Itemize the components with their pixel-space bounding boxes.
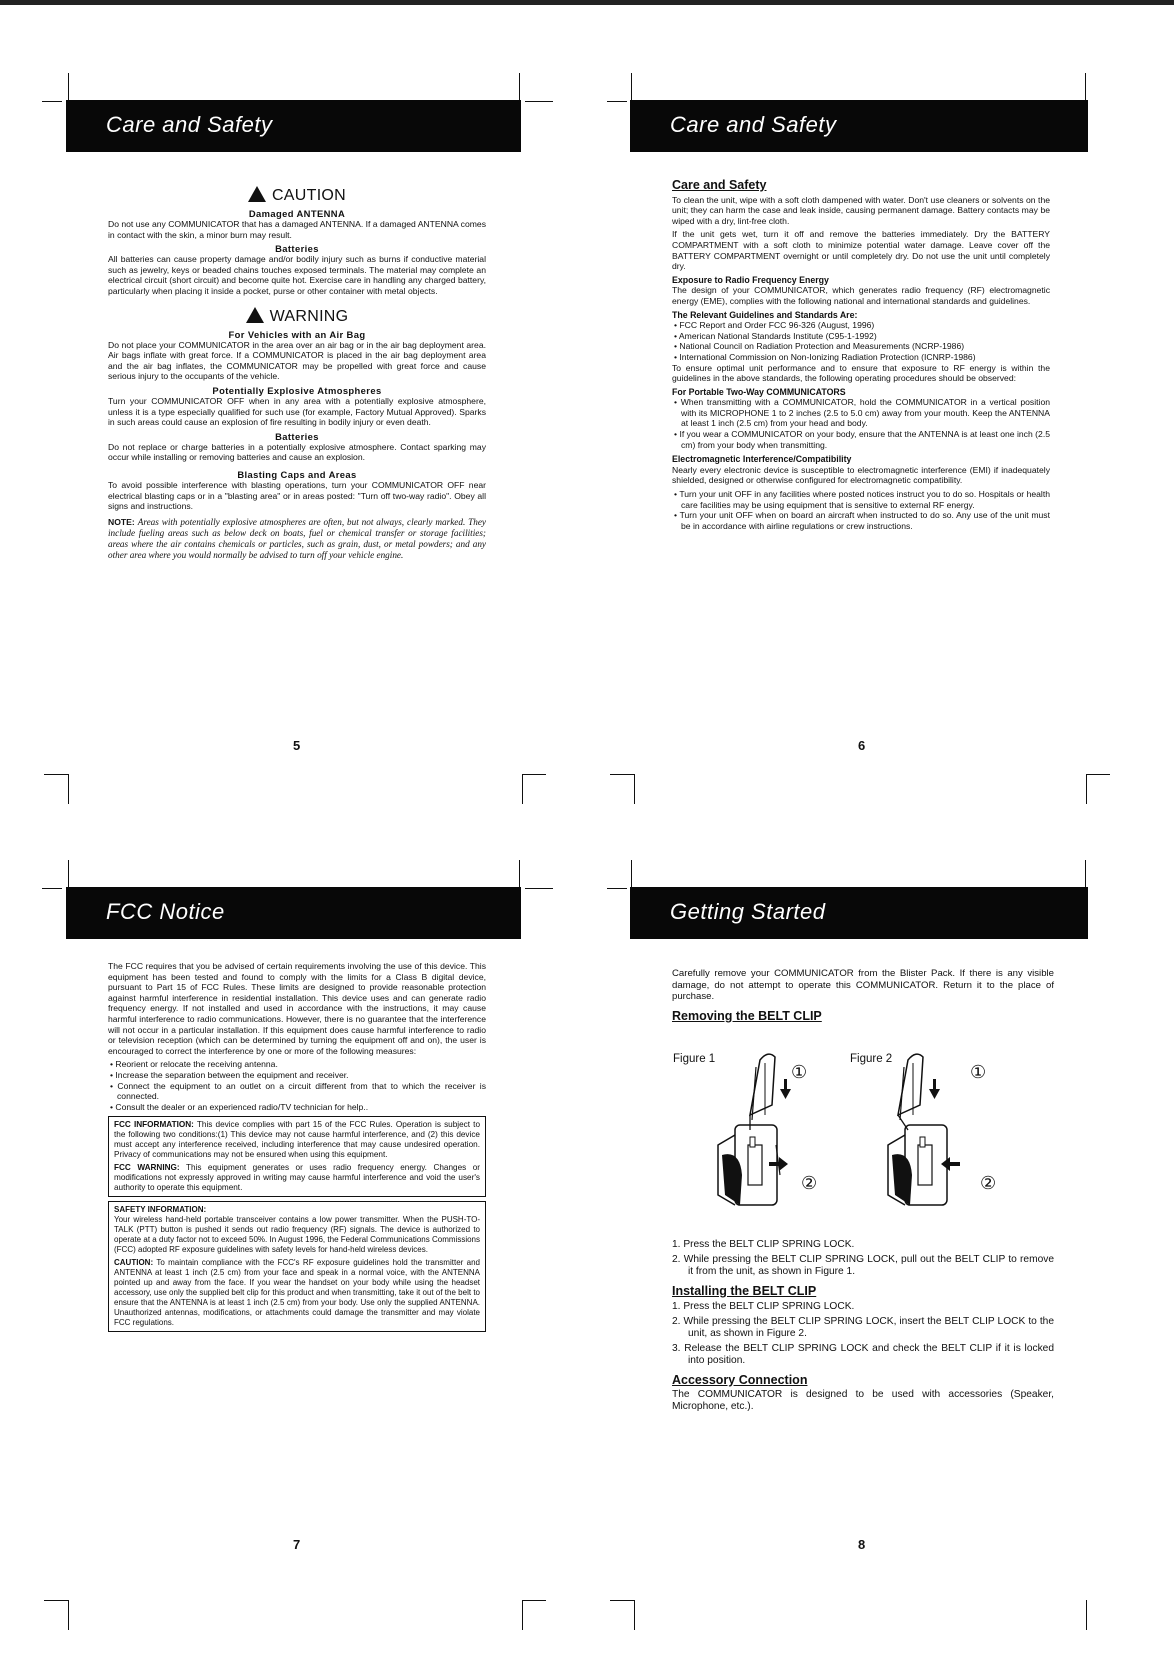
portable-list: [672, 397, 1050, 450]
warning-triangle-icon: [246, 307, 264, 323]
list-item: • Consult the dealer or an experienced radio/TV technician for help..: [110, 1101, 369, 1112]
page-7-header: [66, 887, 521, 939]
list-item: • Increase the separation between the equipment and receiver.: [110, 1069, 349, 1080]
section-heading: Removing the BELT CLIP: [672, 1008, 822, 1023]
paragraph: Do not replace or charge batteries in a potentially explosive atmosphere. Contact sparking may occur while installing or removing batteries and cause an explosion.: [108, 441, 486, 463]
page-6-header: [630, 100, 1088, 152]
fcc-info-box: [108, 1116, 486, 1197]
callout-2: ②: [801, 1173, 818, 1193]
crop-mark: [522, 774, 546, 775]
measures-list: [108, 1059, 486, 1112]
crop-mark: [634, 1600, 635, 1630]
list-item: • FCC Report and Order FCC 96-326 (August, 1996): [674, 320, 875, 331]
figure-2-label: Figure 2: [850, 1053, 893, 1065]
section-title: Potentially Explosive Atmospheres: [212, 384, 382, 396]
page-title: Care and Safety: [106, 112, 273, 137]
callout-1: ①: [791, 1062, 808, 1082]
crop-mark: [68, 860, 69, 888]
section-title: The Relevant Guidelines and Standards Are:: [672, 309, 858, 320]
arrow-down-icon: [784, 1079, 787, 1089]
callout-2: ②: [980, 1173, 997, 1193]
paragraph: Turn your COMMUNICATOR OFF when in any area with a potentially explosive atmosphere, unless it is a type especially qualified for such use (for example, Factory Mutual Approved). Sparks in such areas could cause an explosion of fire resulting in bodily injury or even death.: [108, 395, 486, 428]
page-number: 5: [293, 738, 301, 753]
installing-step: 2. While pressing the BELT CLIP SPRING LOCK, insert the BELT CLIP LOCK to the unit, as shown in Figure 2.: [672, 1315, 1054, 1339]
crop-mark: [519, 860, 520, 888]
paragraph: All batteries can cause property damage and/or bodily injury such as burns if conductive material such as jewelry, keys or beaded chains touches exposed terminals. The material may complete an electrical circuit (short circuit) and become quite hot. Exercise care in handling any charged battery, particularly when placing it inside a pocket, purse or other container with metal objects.: [108, 254, 486, 296]
crop-mark: [1086, 774, 1110, 775]
list-item: • National Council on Radiation Protection and Measurements (NCRP-1986): [674, 341, 965, 352]
crop-mark: [68, 1600, 69, 1630]
page-7-content: [108, 961, 486, 1334]
crop-mark: [631, 73, 632, 101]
section-title: Blasting Caps and Areas: [237, 468, 357, 480]
paragraph: To clean the unit, wipe with a soft cloth dampened with water. Don't use cleaners or solvents on the unit; they can harm the case and leak inside, causing permanent damage. Battery contacts may be wiped with a dry, lint-free cloth.: [672, 194, 1050, 226]
crop-mark: [42, 101, 62, 102]
list-item: • When transmitting with a COMMUNICATOR, hold the COMMUNICATOR in a vertical position with its MICROPHONE 1 to 2 inches (2.5 to 5.0 cm) away from your mouth. Keep the ANTENNA at least 1 inch (2.5 cm) from your head and body.: [674, 397, 1050, 429]
list-item: • American National Standards Institute (C95-1-1992): [674, 330, 877, 341]
section-title: Exposure to Radio Frequency Energy: [672, 274, 829, 285]
crop-mark: [68, 774, 69, 804]
list-item: • Connect the equipment to an outlet on a circuit different from that to which the receiver is connected.: [110, 1080, 486, 1102]
page-title: FCC Notice: [106, 899, 225, 924]
crop-mark: [607, 888, 627, 889]
fcc-warning: [114, 1163, 480, 1193]
note: [108, 517, 486, 561]
crop-mark: [522, 774, 523, 804]
paragraph: To avoid possible interference with blasting operations, turn your COMMUNICATOR OFF near electrical blasting caps or in a "blasting area" or in areas posted: "Turn off two-way radio". Obey all signs and instructions.: [108, 479, 486, 512]
caution-label: CAUTION:: [114, 1258, 154, 1268]
crop-mark: [68, 73, 69, 101]
arrow-down-icon: [933, 1079, 936, 1089]
page-6-content: [672, 178, 1050, 531]
figure-1-belt-clip-removal: [710, 1045, 845, 1220]
safety-info-box: [108, 1201, 486, 1332]
crop-mark: [610, 774, 634, 775]
page-number: 7: [293, 1537, 301, 1552]
paragraph: Do not use any COMMUNICATOR that has a damaged ANTENNA. If a damaged ANTENNA comes in contact with the skin, a minor burn may result.: [108, 219, 486, 240]
list-item: • Turn your unit OFF when on board an aircraft when instructed to do so. Any use of the unit must be in accordance with airline regulations or crew instructions.: [674, 510, 1050, 531]
page-8-content: [672, 968, 1054, 1025]
list-item: • Reorient or relocate the receiving antenna.: [110, 1059, 278, 1070]
page-8-header: [630, 887, 1088, 939]
warning-triangle-icon: [248, 186, 266, 202]
paragraph: If the unit gets wet, turn it off and remove the batteries immediately. Dry the BATTERY COMPARTMENT with a soft cloth to minimize potential water damage. Leave cover off the BATTERY COMPARTMENT overnight or until completely dry. Do not use the unit until completely dry.: [672, 229, 1050, 272]
page-8-steps: [672, 1239, 1054, 1416]
section-heading: Care and Safety: [672, 178, 767, 192]
fcc-info-label: FCC INFORMATION:: [114, 1120, 194, 1130]
caution-label: CAUTION: [271, 187, 347, 204]
section-title: Batteries: [275, 243, 319, 255]
crop-mark: [44, 774, 68, 775]
safety-caution: [114, 1258, 480, 1328]
section-title: Damaged ANTENNA: [248, 208, 346, 219]
fcc-information: [114, 1120, 480, 1160]
section-title: Batteries: [275, 430, 319, 442]
removing-step: 1. Press the BELT CLIP SPRING LOCK.: [672, 1239, 855, 1250]
paragraph: Nearly every electronic device is susceptible to electromagnetic interference (EMI) if inadequately shielded, designed or otherwise configured for electromagnetic compatibility.: [672, 464, 1050, 486]
list-item: • International Commission on Non-Ionizing Radiation Protection (ICNRP-1986): [674, 351, 976, 362]
top-border: [0, 0, 1174, 5]
safety-heading: [114, 1205, 480, 1215]
section-title: For Vehicles with an Air Bag: [228, 328, 366, 340]
paragraph: The COMMUNICATOR is designed to be used with accessories (Speaker, Microphone, etc.).: [672, 1389, 1054, 1413]
crop-mark: [634, 774, 635, 804]
page-5-content: [108, 178, 486, 564]
page-title: Care and Safety: [670, 112, 837, 137]
crop-mark: [631, 860, 632, 888]
crop-mark: [1085, 860, 1086, 888]
emi-list: [672, 489, 1050, 531]
guidelines-list: [672, 320, 1050, 362]
caution-heading: [108, 184, 486, 206]
crop-mark: [522, 1600, 523, 1630]
crop-mark: [1086, 774, 1087, 804]
fcc-warning-label: FCC WARNING:: [114, 1163, 180, 1173]
crop-mark: [44, 1600, 68, 1601]
paragraph: The FCC requires that you be advised of certain requirements involving the use of this device. This equipment has been tested and found to comply with the limits for a Class B digital device, pursuant to Part 15 of FCC Rules. These limits are designed to provide reasonable protection against harmful interference in residential installation. This device uses and can generate radio frequency energy. If not installed and used in accordance with the instructions, it may cause harmful interference to radio communications. However, there is no guarantee that the interference will not occur in a particular installation. If this equipment does cause harmful interference to radio or television reception (which can be determined by turning the equipment off and on), the user is encouraged to correct the interference by one or more of the following measures:: [108, 961, 486, 1056]
warning-heading: [108, 305, 486, 327]
crop-mark: [1085, 73, 1086, 101]
crop-mark: [1086, 1600, 1087, 1630]
figure-1-label: Figure 1: [673, 1053, 716, 1065]
crop-mark: [42, 888, 62, 889]
paragraph: Do not place your COMMUNICATOR in the area over an air bag or in the air bag deployment area. Air bags inflate with great force. If a COMMUNICATOR is placed in the air bag deployment area and the air bag inflates, the COMMUNICATOR may be propelled with great force and cause serious injury to the occupants of the vehicle.: [108, 339, 486, 382]
warning-label: WARNING: [269, 307, 349, 325]
section-title: Electromagnetic Interference/Compatibility: [672, 454, 852, 465]
safety-label: SAFETY INFORMATION:: [114, 1205, 207, 1215]
list-item: • Turn your unit OFF in any facilities where posted notices instruct you to do so. Hospitals or health care facilities may be using equipment that is sensitive to external RF energy.: [674, 489, 1051, 510]
page-5-header: [66, 100, 521, 152]
note-label: NOTE:: [108, 516, 135, 527]
installing-step: 3. Release the BELT CLIP SPRING LOCK and check the BELT CLIP if it is locked into position.: [672, 1342, 1054, 1366]
crop-mark: [525, 888, 553, 889]
crop-mark: [522, 1600, 546, 1601]
installing-step: 1. Press the BELT CLIP SPRING LOCK.: [672, 1300, 855, 1312]
section-heading: Accessory Connection: [672, 1372, 808, 1387]
paragraph: Carefully remove your COMMUNICATOR from the Blister Pack. If there is any visible damage, do not attempt to operate this COMMUNICATOR. Return it to the place of purchase.: [672, 968, 1054, 1003]
section-heading: Installing the BELT CLIP: [672, 1284, 817, 1298]
arrow-right-icon: [769, 1162, 779, 1166]
safety-text: Your wireless hand-held portable transceiver contains a low power transmitter. When the PUSH-TO-TALK (PTT) button is pushed it sends out radio frequency (RF) signals. The device is authorized to operate at a duty factor not to exceed 50%. In August 1996, the Federal Communications Commissions (FCC) adopted RF exposure guidelines with safety levels for hand-held wireless devices.: [114, 1215, 480, 1255]
crop-mark: [610, 1600, 634, 1601]
page-title: Getting Started: [670, 899, 826, 924]
page-number: 8: [858, 1537, 866, 1552]
paragraph: To ensure optimal unit performance and to ensure that exposure to RF energy is within the guidelines in the above standards, the following operating procedures should be observed:: [672, 362, 1050, 384]
paragraph: The design of your COMMUNICATOR, which generates radio frequency (RF) electromagnetic energy (EME), complies with the following national and international standards and guidelines.: [672, 285, 1050, 306]
crop-mark: [519, 73, 520, 101]
section-title: For Portable Two-Way COMMUNICATORS: [672, 386, 846, 397]
arrow-left-icon: [950, 1162, 960, 1166]
fcc-warning-text: This equipment generates or uses radio frequency energy. Changes or modifications not expressly approved in writing may cause harmful interference and void the user's authority to operate this equipment.: [114, 1163, 480, 1193]
fcc-info-text: This device complies with part 15 of the FCC Rules. Operation is subject to the following two conditions:(1) This device may not cause harmful interference, and (2) this device must accept any interference received, including interference that may cause undesired operation. Privacy of communications may not be ensured when using this equipment.: [114, 1120, 481, 1160]
note-text: Areas with potentially explosive atmospheres are often, but not always, clearly marked. They include fueling areas such as below deck on boats, fuel or chemical transfer or storage facilities; areas where the air contains chemicals or particles, such as grain, dust, or metal powders; and any other area where you would normally be advised to turn off your vehicle engine.: [108, 516, 486, 560]
crop-mark: [607, 101, 627, 102]
removing-step: 2. While pressing the BELT CLIP SPRING LOCK, pull out the BELT CLIP to remove it from the unit, as shown in Figure 1.: [672, 1254, 1054, 1277]
crop-mark: [525, 101, 553, 102]
caution-text: To maintain compliance with the FCC's RF exposure guidelines hold the transmitter and ANTENNA at least 1 inch (2.5 cm) from your face and speak in a normal voice, with the ANTENNA pointed up and away from the face. If you wear the handset on your body while using the headset accessory, use only the supplied belt clip for this product and when transmitting, take it out of the belt to ensure that the ANTENNA is at least 1 inch (2.5 cm) from your body. Use only the supplied ANTENNA. Unauthorized antennas, modifications, or attachments could damage the transmitter and may violate FCC regulations.: [114, 1258, 481, 1328]
list-item: • If you wear a COMMUNICATOR on your body, ensure that the ANTENNA is at least one inch (2.5 cm) from your body when transmitting.: [674, 429, 1050, 450]
page-number: 6: [858, 738, 866, 753]
callout-1: ①: [970, 1062, 987, 1082]
